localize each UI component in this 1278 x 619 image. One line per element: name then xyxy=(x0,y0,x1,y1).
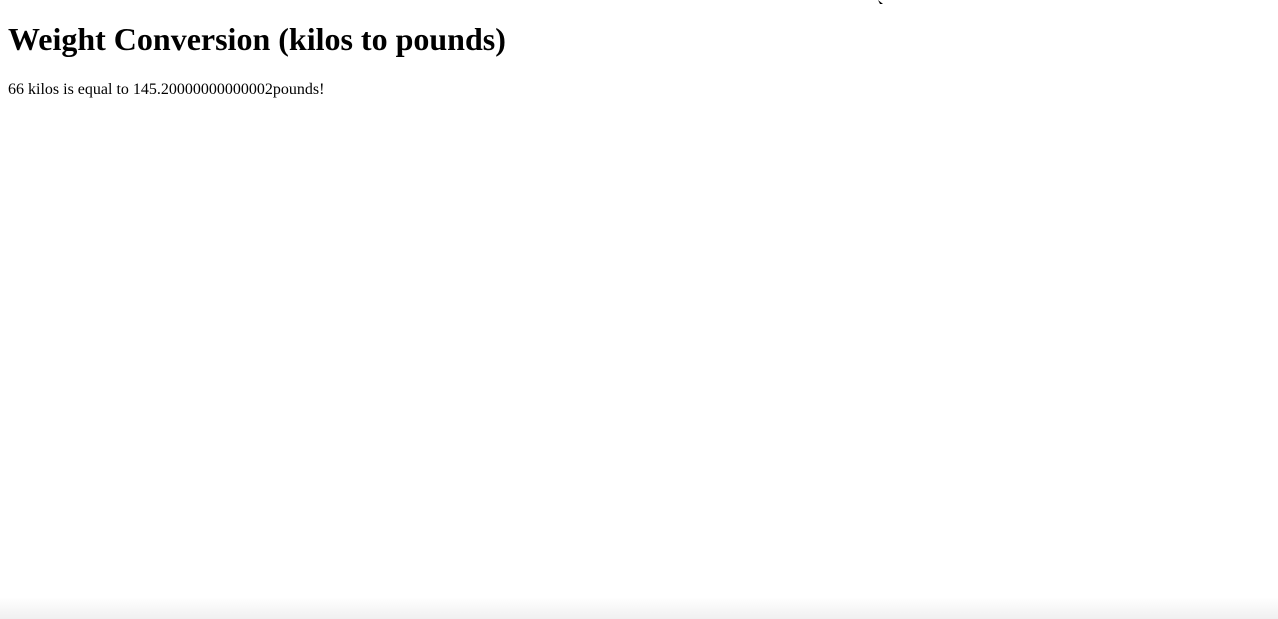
page-title: Weight Conversion (kilos to pounds) xyxy=(8,21,506,57)
conversion-result: 66 kilos is equal to 145.20000000000002pounds! xyxy=(8,81,325,98)
window-bottom-shadow xyxy=(0,597,1278,619)
page-content xyxy=(8,0,1270,99)
